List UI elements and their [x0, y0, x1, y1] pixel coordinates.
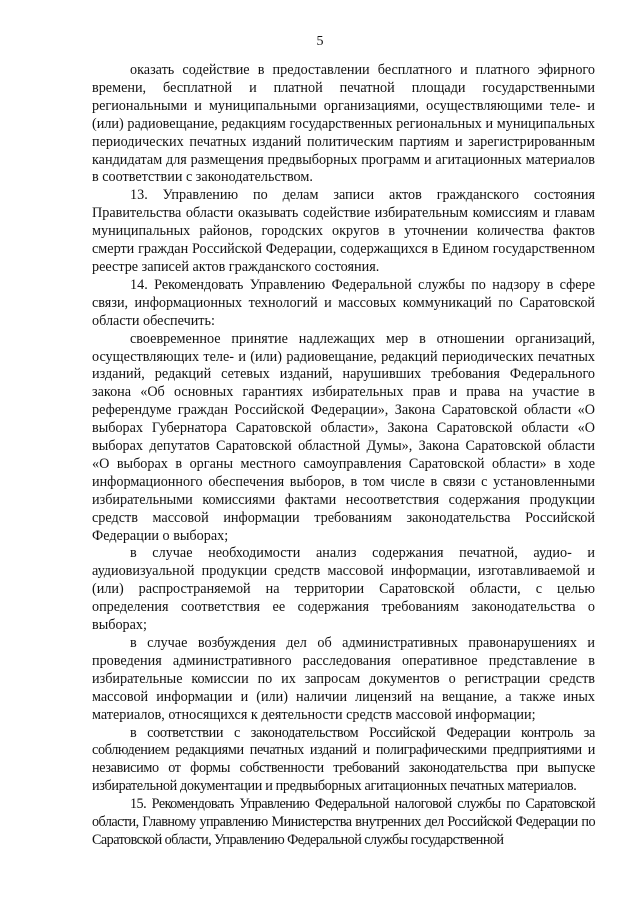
document-body [92, 62, 595, 850]
paragraph-14-item-4: в соответствии с законодательством Российской Федерации контроль за соблюдением редакциями печатных изданий и полиграфическими предприятиями и независимо от формы собственности требований законодательства при выпуске избирательной документации и предвыборных агитационных печатных материалов. [92, 724, 595, 795]
paragraph-14-item-1: своевременное принятие надлежащих мер в отношении организаций, осуществляющих теле- и (или) радиовещание, редакций периодических печатных изданий, редакций сетевых изданий, нарушивших требования Федерального закона «Об основных гарантиях избирательных прав и права на участие в референдуме граждан Российской Федерации», Закона Саратовской области «О выборах Губернатора Саратовской области», Закона Саратовской области «О выборах депутатов Саратовской областной Думы», Закона Саратовской области «О выборах в органы местного самоуправления Саратовской области» в ходе информационного обеспечения выборов, в том числе в связи с установленными избирательными комиссиями фактами несоответствия содержания продукции средств массовой информации требованиям законодательства Российской Федерации о выборах; [92, 330, 595, 544]
paragraph-15: 15. Рекомендовать Управлению Федеральной налоговой службы по Саратовской области, Главному управлению Министерства внутренних дел Российской Федерации по Саратовской области, Управлению Федеральной службы государственной [92, 796, 595, 848]
paragraph-14: 14. Рекомендовать Управлению Федеральной службы по надзору в сфере связи, информационных технологий и массовых коммуникаций по Саратовской области обеспечить: [92, 276, 595, 329]
paragraph-14-item-2: в случае необходимости анализ содержания печатной, аудио- и аудиовизуальной продукции средств массовой информации, изготавливаемой и (или) распространяемой на территории Саратовской области, с целью определения соответствия ее содержания требованиям законодательства о выборах; [92, 545, 595, 634]
paragraph-13: 13. Управлению по делам записи актов гражданского состояния Правительства области оказывать содействие избирательным комиссиям и главам муниципальных районов, городских округов в уточнении количества фактов смерти граждан Российской Федерации, содержащихся в Едином государственном реестре записей актов гражданского состояния. [92, 187, 595, 275]
page-number: 5 [316, 34, 324, 49]
paragraph-12-continuation: оказать содействие в предоставлении бесплатного и платного эфирного времени, бесплатной и платной печатной площади государственными региональными и муниципальными организациями, осуществляющими теле- и (или) радиовещание, редакциям государственных региональных и муниципальных периодических печатных изданий политическим партиям и зарегистрированным кандидатам для размещения предвыборных программ и агитационных материалов в соответствии с законодательством. [92, 62, 595, 186]
paragraph-14-item-3: в случае возбуждения дел об административных правонарушениях и проведения административного расследования оперативное представление в избирательные комиссии по их запросам документов о регистрации средств массовой информации и (или) наличии лицензий на вещание, а также иных материалов, относящихся к деятельности средств массовой информации; [92, 635, 595, 723]
